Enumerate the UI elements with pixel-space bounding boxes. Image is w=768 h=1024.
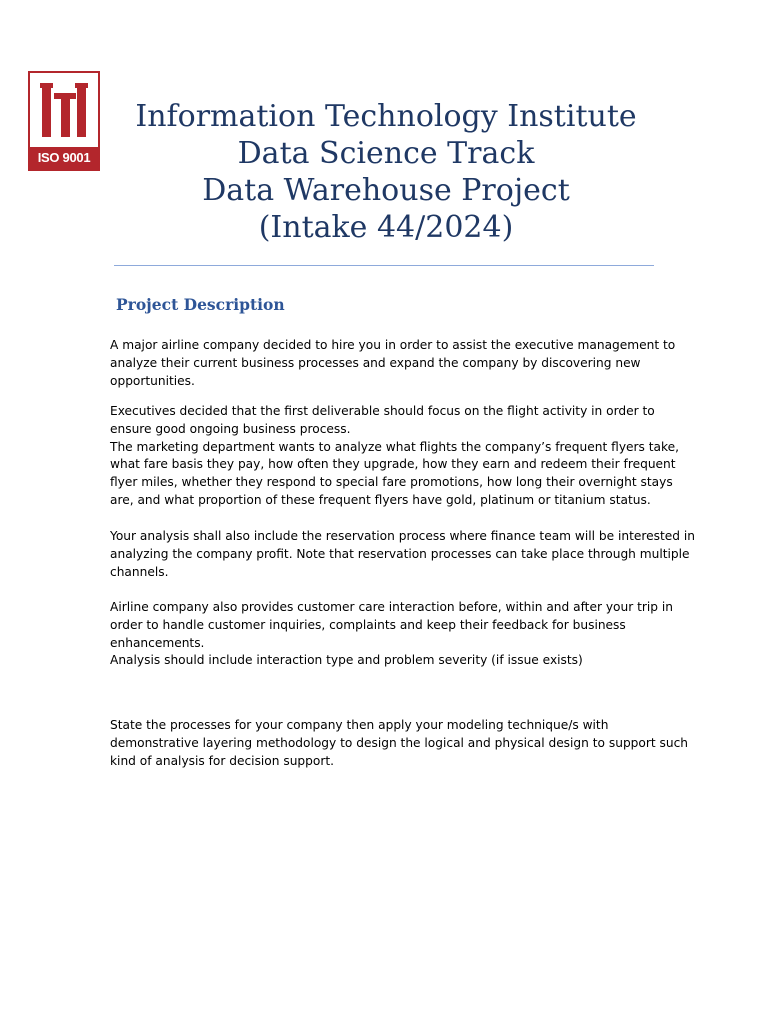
paragraph-customer-care [110, 599, 716, 670]
paragraph-line: flyer miles, whether they respond to special fare promotions, how long their overnight stays [110, 475, 673, 490]
paragraph-deliverable [110, 403, 716, 510]
iti-logo [28, 71, 100, 171]
paragraph-line: Analysis should include interaction type and problem severity (if issue exists) [110, 653, 583, 668]
title-line-intake: (Intake 44/2024) [258, 210, 514, 245]
paragraph-line: kind of analysis for decision support. [110, 753, 335, 768]
paragraph-line: channels. [110, 564, 169, 579]
paragraph-line: State the processes for your company then apply your modeling technique/s with [110, 718, 609, 732]
paragraph-intro [110, 337, 716, 390]
paragraph-line: Your analysis shall also include the reservation process where finance team will be interested in [110, 529, 695, 543]
title-line-project: Data Warehouse Project [202, 173, 570, 208]
section-heading: Project Description [116, 295, 285, 314]
paragraph-line: analyzing the company profit. Note that reservation processes can take place through multiple [110, 546, 690, 561]
paragraph-line: opportunities. [110, 373, 195, 388]
paragraph-line: ensure good ongoing business process. [110, 421, 351, 436]
paragraph-line: are, and what proportion of these frequent flyers have gold, platinum or titanium status. [110, 492, 651, 507]
paragraph-line: analyze their current business processes and expand the company by discovering new [110, 355, 641, 370]
document-title [110, 98, 662, 246]
title-line-institute: Information Technology Institute [135, 99, 637, 134]
paragraph-line: The marketing department wants to analyze what flights the company’s frequent flyers take, [110, 439, 680, 454]
paragraph-task [110, 717, 716, 770]
paragraph-line: A major airline company decided to hire you in order to assist the executive management to [110, 338, 676, 352]
paragraph-line: enhancements. [110, 635, 205, 650]
paragraph-line: Airline company also provides customer care interaction before, within and after your trip in [110, 600, 674, 614]
title-divider [114, 265, 654, 266]
iti-logo-mark-icon [30, 73, 98, 147]
paragraph-line: Executives decided that the first deliverable should focus on the flight activity in order to [110, 404, 655, 418]
paragraph-line: demonstrative layering methodology to design the logical and physical design to support such [110, 735, 689, 750]
paragraph-line: order to handle customer inquiries, complaints and keep their feedback for business [110, 617, 626, 632]
paragraph-line: what fare basis they pay, how often they upgrade, how they earn and redeem their frequent [110, 457, 676, 472]
paragraph-reservation [110, 528, 716, 581]
title-line-track: Data Science Track [237, 136, 535, 171]
iso-certification-label: ISO 9001 [30, 147, 98, 169]
